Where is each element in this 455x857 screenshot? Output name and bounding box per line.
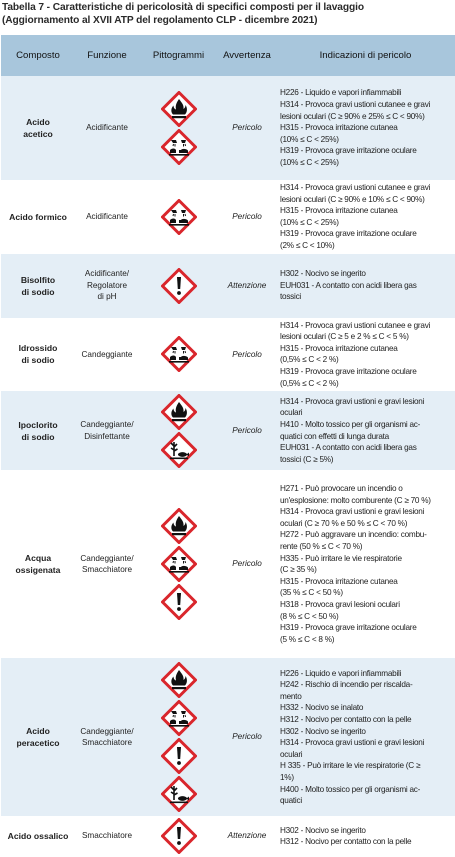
hazard-statement: H302 - Nocivo se ingerito xyxy=(280,726,366,736)
hazard-statement: lesioni oculari (C ≥ 5 e 2 % ≤ C < 5 %) xyxy=(280,332,409,342)
hazard-statement: H335 - Può irritare le vie respiratorie xyxy=(280,553,402,563)
composto-text: Acido xyxy=(26,726,50,737)
hazard-statement: quatici xyxy=(280,796,302,806)
funzione-text: Regolatore xyxy=(86,280,128,290)
hazard-statement: H314 - Provoca gravi ustioni e gravi lesioni xyxy=(280,738,425,748)
hazard-statement: H315 - Provoca irritazione cutanea xyxy=(280,343,398,353)
hazard-statement: EUH031 - A contatto con acidi libera gas xyxy=(280,443,417,453)
exclamation-icon xyxy=(161,268,197,304)
hazard-statement: mento xyxy=(280,691,302,701)
cell-indicazioni xyxy=(276,816,455,856)
flame-icon xyxy=(161,508,197,544)
hazard-statement: tossici xyxy=(280,292,301,302)
table-row xyxy=(1,816,455,856)
funzione-text: Candeggiante xyxy=(81,349,133,359)
hazard-statement: (10% ≤ C < 25%) xyxy=(280,217,339,227)
cell-avvertenza: Attenzione xyxy=(218,254,276,318)
hazard-statement: tossici (C ≥ 5%) xyxy=(280,454,334,464)
funzione-text: Acidificante xyxy=(86,212,128,222)
hazard-statement: oculari xyxy=(280,408,303,418)
cell-pittogrammi xyxy=(139,76,218,180)
funzione-text: Smacchiatore xyxy=(81,738,133,748)
hazard-statement: (8 % ≤ C < 50 %) xyxy=(280,611,339,621)
cell-indicazioni xyxy=(276,254,455,318)
hazard-statement: 1%) xyxy=(280,772,294,782)
cell-funzione xyxy=(75,816,139,856)
hazard-statement: (0,5% ≤ C < 2 %) xyxy=(280,355,339,365)
hazard-statement: H319 - Provoca grave irritazione oculare xyxy=(280,146,417,156)
cell-avvertenza: Pericolo xyxy=(218,318,276,392)
cell-composto xyxy=(1,318,75,392)
composto-text: Acido ossalico xyxy=(7,831,69,842)
hazard-statement: (C ≥ 35 %) xyxy=(280,565,317,575)
funzione-text: Disinfettante xyxy=(84,431,130,441)
funzione-text: Smacchiatore xyxy=(81,565,133,575)
hazard-statement: (0,5% ≤ C < 2 %) xyxy=(280,378,339,388)
hazard-statement: oculari (C ≥ 70 % e 50 % ≤ C < 70 %) xyxy=(280,518,408,528)
cell-composto xyxy=(1,470,75,658)
composto-text: di sodio xyxy=(21,431,55,442)
hazard-statement: H314 - Provoca gravi ustioni cutanee e gravi xyxy=(280,100,431,110)
corrosion-icon xyxy=(161,199,197,235)
header-pittogrammi: Pittogrammi xyxy=(139,35,218,76)
hazard-statement: H314 - Provoca gravi ustioni cutanee e gravi xyxy=(280,320,431,330)
composto-text: peracetico xyxy=(16,738,60,749)
exclamation-icon xyxy=(161,584,197,620)
corrosion-icon xyxy=(161,546,197,582)
funzione-text: Acidificante xyxy=(86,123,128,133)
hazard-statement: H410 - Molto tossico per gli organismi ac- xyxy=(280,420,421,430)
cell-indicazioni xyxy=(276,658,455,816)
table-row xyxy=(1,318,455,392)
cell-indicazioni xyxy=(276,180,455,254)
header-composto: Composto xyxy=(1,35,75,76)
composto-text: acetico xyxy=(23,129,53,139)
cell-funzione xyxy=(75,658,139,816)
cell-composto xyxy=(1,76,75,180)
composto-text: Bisolfito xyxy=(20,274,56,285)
cell-avvertenza: Attenzione xyxy=(218,816,276,856)
flame-icon xyxy=(161,662,197,698)
caption-subtitle: (Aggiornamento al XVII ATP del regolamento CLP - dicembre 2021) xyxy=(2,14,318,26)
cell-funzione xyxy=(75,470,139,658)
hazard-statement: quatici con effetti di lunga durata xyxy=(280,431,389,441)
cell-composto xyxy=(1,658,75,816)
cell-pittogrammi xyxy=(139,254,218,318)
hazard-statement: lesioni oculari (C ≥ 90% e 25% ≤ C < 90%) xyxy=(280,111,425,121)
cell-pittogrammi xyxy=(139,470,218,658)
hazard-statement: H314 - Provoca gravi ustioni e gravi lesioni xyxy=(280,507,425,517)
cell-composto xyxy=(1,391,75,470)
table-row xyxy=(1,470,455,658)
composto-text: Acido formico xyxy=(9,211,67,222)
hazard-statement: H315 - Provoca irritazione cutanea xyxy=(280,576,398,586)
hazard-statement: H319 - Provoca grave irritazione oculare xyxy=(280,623,417,633)
table-row xyxy=(1,180,455,254)
flame-icon xyxy=(161,394,197,430)
cell-indicazioni xyxy=(276,76,455,180)
cell-composto xyxy=(1,816,75,856)
table-row xyxy=(1,658,455,816)
composto-text: di sodio xyxy=(21,355,55,366)
funzione-text: Acidificante/ xyxy=(84,269,130,279)
cell-avvertenza: Pericolo xyxy=(218,391,276,470)
cell-funzione xyxy=(75,180,139,254)
cell-avvertenza: Pericolo xyxy=(218,180,276,254)
hazard-statement: H226 - Liquido e vapori infiammabili xyxy=(280,668,402,678)
hazard-statement: (5 % ≤ C < 8 %) xyxy=(280,634,335,644)
hazard-statement: H332 - Nocivo se inalato xyxy=(280,703,364,713)
cell-funzione xyxy=(75,391,139,470)
funzione-text: Candeggiante/ xyxy=(80,420,134,430)
cell-avvertenza: Pericolo xyxy=(218,76,276,180)
hazard-statement: oculari xyxy=(280,749,303,759)
table-row xyxy=(1,76,455,180)
hazard-statement: H302 - Nocivo se ingerito xyxy=(280,269,366,279)
hazard-statement: H312 - Nocivo per contatto con la pelle xyxy=(280,714,412,724)
hazard-statement: H315 - Provoca irritazione cutanea xyxy=(280,123,398,133)
composto-text: di sodio xyxy=(21,286,55,297)
cell-avvertenza: Pericolo xyxy=(218,470,276,658)
cell-pittogrammi xyxy=(139,318,218,392)
hazard-statement: H312 - Nocivo per contatto con la pelle xyxy=(280,837,412,847)
hazard-statement: H272 - Può aggravare un incendio: combu- xyxy=(280,530,427,540)
funzione-text: di pH xyxy=(97,292,117,302)
composto-text: Idrossido xyxy=(18,343,58,354)
hazard-statement: H314 - Provoca gravi ustioni cutanee e gravi xyxy=(280,183,431,192)
hazard-statement: H400 - Molto tossico per gli organismi ac- xyxy=(280,784,421,794)
cell-pittogrammi xyxy=(139,180,218,254)
hazard-statement: H318 - Provoca gravi lesioni oculari xyxy=(280,599,400,609)
cell-indicazioni xyxy=(276,391,455,470)
hazard-statement: H315 - Provoca irritazione cutanea xyxy=(280,206,398,216)
hazard-statement: (10% ≤ C < 25%) xyxy=(280,134,339,144)
hazard-statement: (35 % ≤ C < 50 %) xyxy=(280,588,343,598)
composto-text: Acqua xyxy=(24,553,52,564)
cell-funzione xyxy=(75,254,139,318)
header-avvertenza: Avvertenza xyxy=(218,35,276,76)
table-caption xyxy=(2,2,454,27)
hazard-statement: H226 - Liquido e vapori infiammabili xyxy=(280,88,402,98)
header-funzione: Funzione xyxy=(75,35,139,76)
header-indicazioni: Indicazioni di pericolo xyxy=(276,35,455,76)
corrosion-icon xyxy=(161,336,197,372)
table-row xyxy=(1,391,455,470)
hazard-statement: H319 - Provoca grave irritazione oculare xyxy=(280,366,417,376)
cell-funzione xyxy=(75,76,139,180)
hazard-table xyxy=(1,35,455,856)
cell-funzione xyxy=(75,318,139,392)
hazard-statement: H302 - Nocivo se ingerito xyxy=(280,825,366,835)
composto-text: Acido xyxy=(26,117,50,127)
funzione-text: Candeggiante/ xyxy=(80,726,134,736)
cell-pittogrammi xyxy=(139,816,218,856)
hazard-statement: H319 - Provoca grave irritazione oculare xyxy=(280,229,417,239)
hazard-statement: lesioni oculari (C ≥ 90% e 10% ≤ C < 90%) xyxy=(280,194,425,204)
hazard-statement: (10% ≤ C < 25%) xyxy=(280,157,339,167)
caption-title: Tabella 7 - Caratteristiche di pericolosità di specifici composti per il lavaggio xyxy=(2,2,364,13)
cell-indicazioni xyxy=(276,318,455,392)
table-row xyxy=(1,254,455,318)
environment-icon xyxy=(161,432,197,468)
environment-icon xyxy=(161,776,197,812)
hazard-statement: H 335 - Può irritare le vie respiratorie (C ≥ xyxy=(280,761,421,771)
exclamation-icon xyxy=(161,818,197,854)
composto-text: ossigenata xyxy=(15,565,61,576)
composto-text: Ipoclorito xyxy=(18,419,58,430)
hazard-statement: un'esplosione: molto comburente (C ≥ 70 %) xyxy=(280,495,431,505)
cell-composto xyxy=(1,180,75,254)
cell-indicazioni xyxy=(276,470,455,658)
hazard-statement: H314 - Provoca gravi ustioni e gravi lesioni xyxy=(280,396,425,406)
hazard-statement: rente (50 % ≤ C < 70 %) xyxy=(280,541,363,551)
hazard-statement: (2% ≤ C < 10%) xyxy=(280,240,335,250)
hazard-statement: H271 - Può provocare un incendio o xyxy=(280,483,403,493)
flame-icon xyxy=(161,91,197,127)
exclamation-icon xyxy=(161,738,197,774)
hazard-statement: EUH031 - A contatto con acidi libera gas xyxy=(280,280,417,290)
cell-composto xyxy=(1,254,75,318)
hazard-statement: H242 - Rischio di incendio per riscalda- xyxy=(280,680,413,690)
cell-pittogrammi xyxy=(139,391,218,470)
funzione-text: Candeggiante/ xyxy=(80,553,134,563)
cell-pittogrammi xyxy=(139,658,218,816)
corrosion-icon xyxy=(161,129,197,165)
funzione-text: Smacchiatore xyxy=(81,831,133,841)
corrosion-icon xyxy=(161,700,197,736)
table-header-row xyxy=(1,35,455,76)
cell-avvertenza: Pericolo xyxy=(218,658,276,816)
